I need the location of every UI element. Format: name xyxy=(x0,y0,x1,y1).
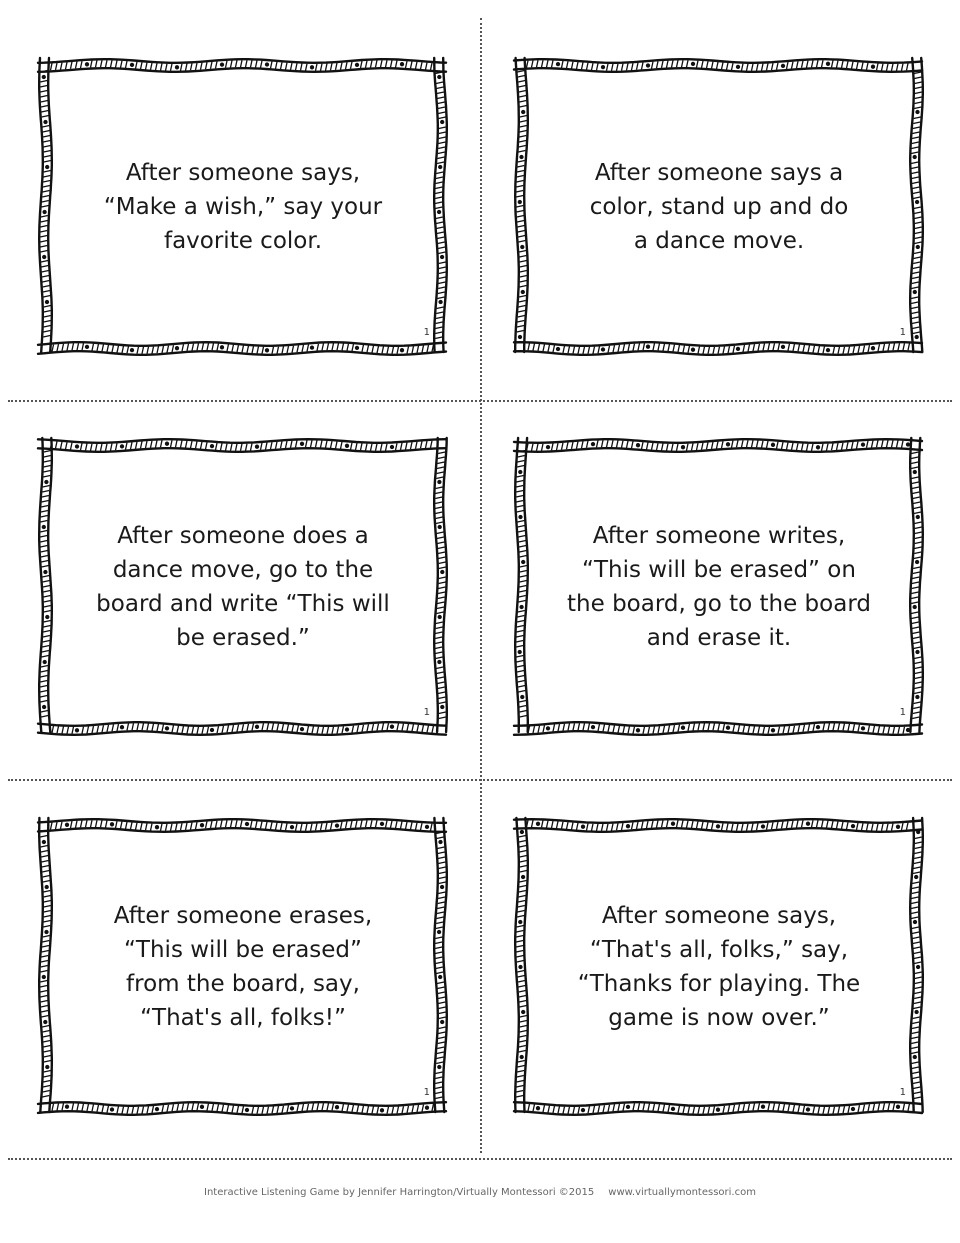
page-footer xyxy=(0,1187,960,1198)
card-instruction: After someone does a dance move, go to the board and write “This will be erased.” xyxy=(96,523,390,651)
card-number: 1 xyxy=(899,707,906,718)
card-instruction: After someone says, “That's all, folks,” say, “Thanks for playing. The game is now over.” xyxy=(577,903,861,1031)
cut-line-horizontal-2 xyxy=(8,779,952,781)
cut-line-horizontal-1 xyxy=(8,400,952,402)
footer-website: www.virtuallymontessori.com xyxy=(608,1187,756,1198)
game-card-5 xyxy=(38,818,448,1116)
card-instruction: After someone says a color, stand up and do a dance move. xyxy=(589,160,849,254)
footer-credit: Interactive Listening Game by Jennifer Harrington/Virtually Montessori ©2015 xyxy=(204,1187,595,1198)
card-number: 1 xyxy=(423,327,430,338)
card-number: 1 xyxy=(899,1087,906,1098)
cut-line-horizontal-3 xyxy=(8,1158,952,1160)
game-card-4 xyxy=(514,438,924,736)
game-card-2 xyxy=(514,58,924,356)
card-number: 1 xyxy=(423,1087,430,1098)
card-number: 1 xyxy=(899,327,906,338)
game-card-1 xyxy=(38,58,448,356)
game-card-3 xyxy=(38,438,448,736)
card-instruction: After someone erases, “This will be erased” from the board, say, “That's all, folks!” xyxy=(113,903,373,1031)
card-instruction: After someone says, “Make a wish,” say your favorite color. xyxy=(103,160,383,254)
game-card-6 xyxy=(514,818,924,1116)
card-instruction: After someone writes, “This will be erased” on the board, go to the board and erase it. xyxy=(567,523,871,651)
cut-line-vertical xyxy=(480,18,482,1153)
card-number: 1 xyxy=(423,707,430,718)
